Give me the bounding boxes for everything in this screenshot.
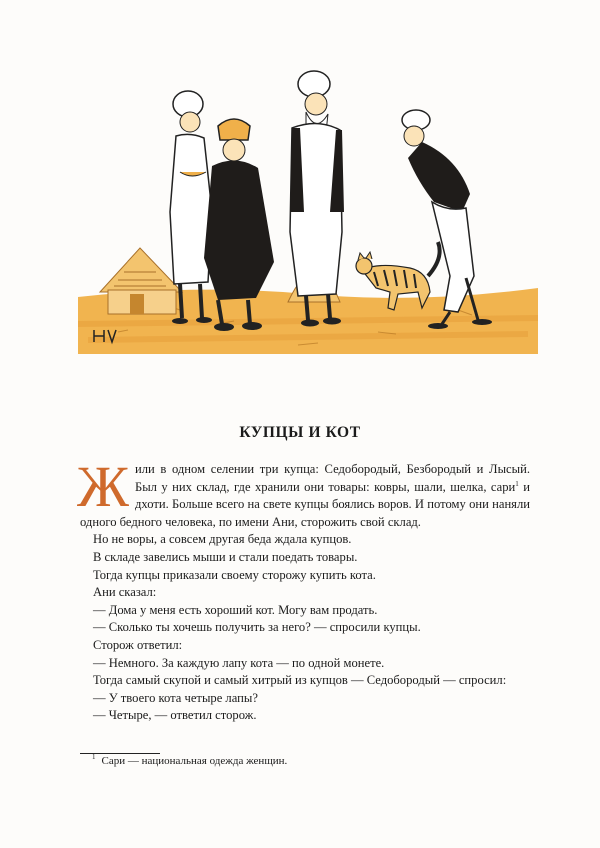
footnote-ref: 1 [515,479,519,488]
paragraph: Тогда купцы приказали своему сторожу купить кота. [93,567,376,582]
first-paragraph-part1: или в одном селении три купца: Седобородый, Безбородый и Лысый. Был у них склад, где хранили они товары: ковры, шали, шелка, сари [134,462,530,494]
first-paragraph [77,454,530,531]
drop-cap: Ж [77,454,129,519]
footnote-number: 1 [92,753,96,762]
footnote-text: Сари — национальная одежда женщин. [101,755,288,767]
paragraph: — Четыре, — ответил сторож. [93,708,257,723]
paragraph: — Дома у меня есть хороший кот. Могу вам продать. [93,602,378,617]
paragraph: Сторож ответил: [93,637,183,652]
paragraph: — Сколько ты хочешь получить за него? — спросили купцы. [93,620,421,635]
paragraph: Тогда самый скупой и самый хитрый из купцов — Седобородый — спросил: [93,673,507,688]
merchants-and-cat-illustration [78,62,538,357]
paragraph: В складе завелись мыши и стали поедать товары. [93,549,358,564]
story-text [77,454,530,725]
first-paragraph-part2: и дхоти. Больше всего на свете купцы боялись воров. И потому они наняли одного бедного человека, по имени Ани, сторожить свой склад. [80,479,530,529]
paragraph: Ани сказал: [93,585,157,600]
paragraph: — У твоего кота четыре лапы? [93,690,258,705]
footnote [92,754,287,768]
paragraph: Но не воры, а совсем другая беда ждала купцов. [93,532,352,547]
village-house [100,248,182,314]
merchant-figure-3 [290,71,344,327]
story-title: КУПЦЫ И КОТ [239,424,361,441]
paragraph: — Немного. За каждую лапу кота — по одной монете. [93,655,385,670]
